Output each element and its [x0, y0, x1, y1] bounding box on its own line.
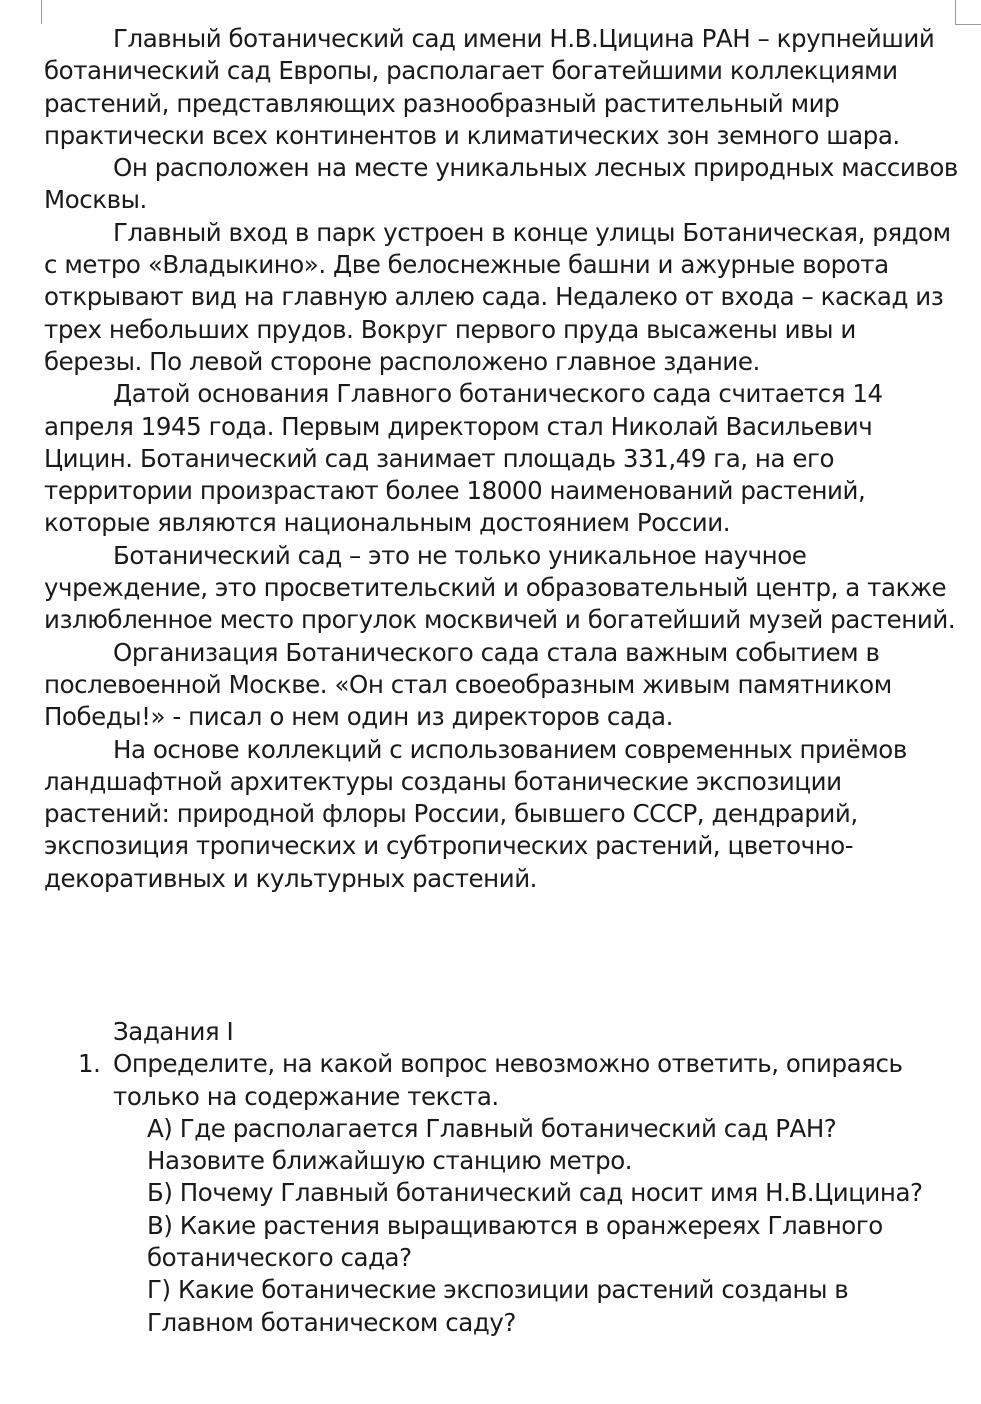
paragraph: Главный вход в парк устроен в конце улицы Ботаническая, рядом с метро «Владыкино». Две белоснежные башни и ажурные ворота открывают вид на главную аллею сада. Недалеко от входа – каскад из трех небольших прудов. Вокруг первого пруда высажены ивы и березы. По левой стороне расположено главное здание.: [44, 217, 951, 376]
paragraph: Главный ботанический сад имени Н.В.Цицина РАН – крупнейший ботанический сад Европы, располагает богатейшими коллекциями растений, представляющих разнообразный растительный мир практически всех континентов и климатических зон земного шара.: [44, 24, 935, 150]
document-body: [44, 23, 959, 895]
answer-option-b: Б) Почему Главный ботанический сад носит имя Н.В.Цицина?: [147, 1178, 923, 1208]
answer-option-a: А) Где располагается Главный ботанический сад РАН? Назовите ближайшую станцию метро.: [147, 1113, 837, 1176]
task-question: Определите, на какой вопрос невозможно ответить, опираясь только на содержание текста.: [113, 1049, 903, 1111]
answer-option-v: В) Какие растения выращиваются в оранжереях Главного ботанического сада?: [147, 1210, 883, 1273]
task-item: [44, 1048, 959, 1339]
answer-option-g: Г) Какие ботанические экспозиции растений созданы в Главном ботаническом саду?: [147, 1275, 849, 1337]
paragraph: Датой основания Главного ботанического сада считается 14 апреля 1945 года. Первым директором стал Николай Васильевич Цицин. Ботанический сад занимает площадь 331,49 га, на его территории произрастают более 18000 наименований растений, которые являются национальным достоянием России.: [44, 379, 883, 538]
task-number: 1.: [78, 1049, 101, 1079]
paragraph: Организация Ботанического сада стала важным событием в послевоенной Москве. «Он стал своеобразным живым памятником Победы!» - писал о нем один из директоров сада.: [44, 637, 892, 732]
paragraph: Он расположен на месте уникальных лесных природных массивов Москвы.: [44, 153, 958, 215]
tasks-title: Задания I: [113, 1017, 234, 1046]
crop-mark-right: [955, 0, 981, 25]
paragraph: Ботанический сад – это не только уникальное научное учреждение, это просветительский и образовательный центр, а также излюбленное место прогулок москвичей и богатейший музей растений.: [44, 540, 956, 635]
paragraph: На основе коллекций с использованием современных приёмов ландшафтной архитектуры созданы ботанические экспозиции растений: природной флоры России, бывшего СССР, дендрарий, экспозиция тропических и субтропических растений, цветочно-декоративных и культурных растений.: [44, 734, 907, 893]
tasks-section: [44, 1016, 959, 1339]
crop-mark-left: [41, 0, 42, 24]
answer-options: [113, 1113, 959, 1339]
